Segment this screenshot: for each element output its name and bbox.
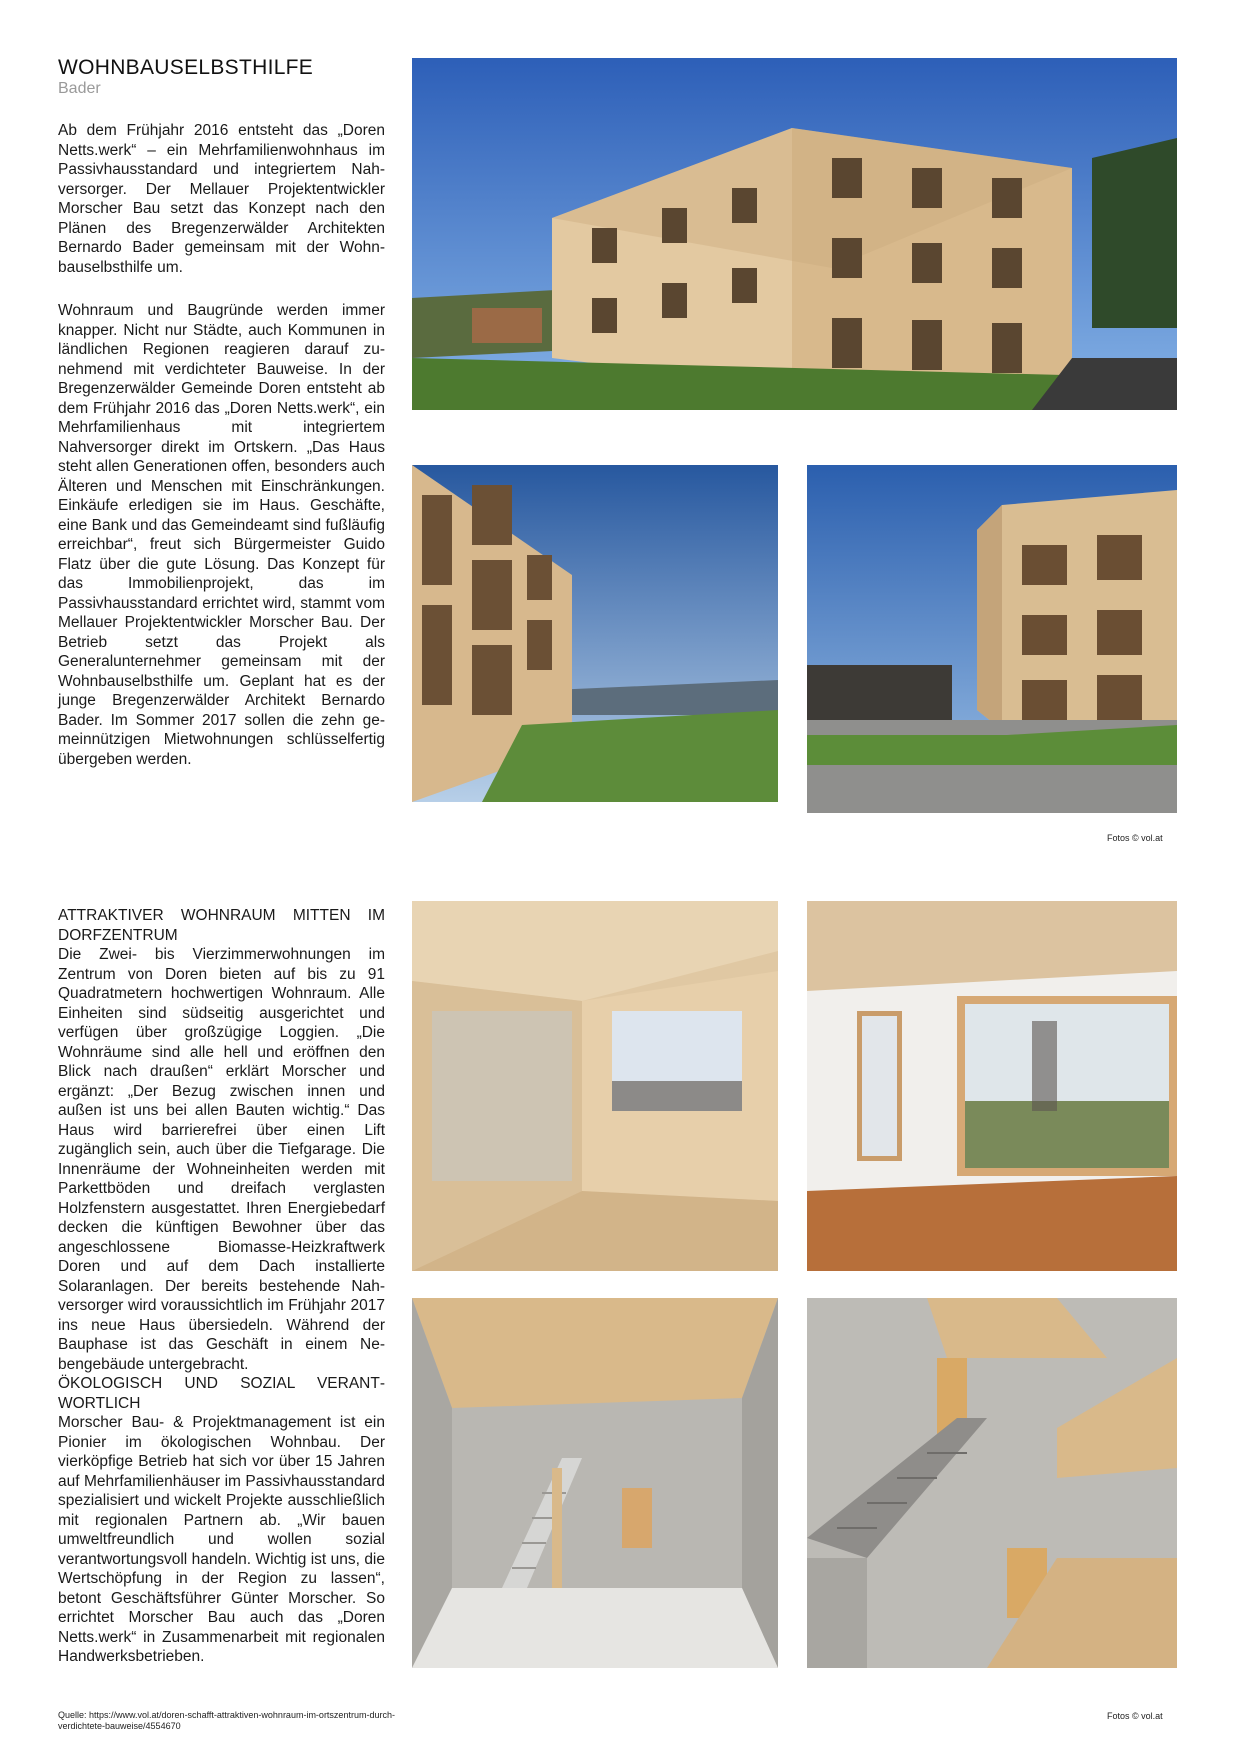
interior-room-illustration — [412, 901, 778, 1271]
page-title: WOHNBAUSELBSTHILFE — [58, 56, 314, 79]
source-citation: Quelle: https://www.vol.at/doren-schafft-attraktiven-wohnraum-im-ortszentrum-durch-verdichtete-bauweise/4554670 — [58, 1710, 395, 1731]
interior-loggia-illustration — [807, 901, 1177, 1271]
photo-stairwell-entrance — [412, 1298, 778, 1668]
section-3-heading: ÖKOLOGISCH UND SOZIAL VERANTWORTLICH — [58, 1375, 385, 1412]
facade-side-illustration — [412, 465, 778, 802]
section-2 — [58, 906, 385, 1667]
photo-exterior-building-main — [412, 58, 1177, 410]
intro-paragraph-1-text: Ab dem Frühjahr 2016 entsteht das „Doren Netts.werk“ – ein Mehrfamilienwohnhaus im Passivhausstandard und integriertem Nahversorger. Der Mellauer Projektentwickler Morscher Bau setzt das Konzept nach den Plänen des Bregenzerwälder Architekten Bernardo Bader gemeinsam mit der Wohnbauselbsthilfe um. — [58, 122, 385, 276]
stairwell-upper-illustration — [807, 1298, 1177, 1668]
intro-paragraph-2 — [58, 301, 385, 769]
photo-stairwell-upper — [807, 1298, 1177, 1668]
corner-view-illustration — [807, 465, 1177, 813]
section-2-paragraph: Die Zwei- bis Vierzimmerwohnungen im Zentrum von Doren bieten auf bis zu 91 Quadratmetern hochwertigen Wohnraum. Alle Einheiten sind südseitig ausgerichtet und verfügen über großzügige Loggien. „Die Wohnräume sind alle hell und eröffnen den Blick nach draußen“ erklärt Morscher und ergänzt: „Der Bezug zwischen innen und außen ist uns bei allen Bauten wichtig.“ Das Haus wird barrierefrei über einen Lift zugänglich sein, auch über die Tiefgarage. Die Innenräume der Wohneinheiten werden mit Parkettböden und dreifach verglasten Holzfenstern ausgestattet. Ihren Energiebedarf decken die künftigen Bewohner über das angeschlossene Biomasse-Heizkraftwerk Doren und auf dem Dach installierte Solaranlagen. Der bereits bestehende Nahversorger wird voraussichtlich im Frühjahr 2017 ins neue Haus übersiedeln. Während der Bauphase ist das Geschäft in einem Nebengebäude untergebracht. — [58, 946, 385, 1373]
building-exterior-illustration — [412, 58, 1177, 410]
intro-paragraph-2-text: Wohnraum und Baugründe werden immer knapper. Nicht nur Städte, auch Kommunen in ländlichen Regionen reagieren darauf zunehmend mit verdichteter Bauweise. In der Bregenzerwälder Gemeinde Doren entsteht ab dem Frühjahr 2016 das „Doren Netts.werk“, ein Mehrfamilienhaus mit integriertem Nahversorger direkt im Ortskern. „Das Haus steht allen Generationen offen, besonders auch Älteren und Menschen mit Einschränkungen. Einkäufe erledigen sie im Haus. Geschäfte, eine Bank und das Gemeindeamt sind fußläufig erreichbar“, freut sich Bürgermeister Guido Flatz über die gute Lösung. Das Konzept für das Immobilienprojekt, das im Passivhausstandard errichtet wird, stammt vom Mellauer Projektentwickler Morscher Bau. Der Betrieb setzt das Projekt als Generalunternehmer gemeinsam mit der Wohnbauselbsthilfe um. Geplant hat es der junge Bregenzerwälder Architekt Bernardo Bader. Im Sommer 2017 sollen die zehn gemeinnützigen Mietwohnungen schlüsselfertig übergeben werden. — [58, 302, 385, 768]
intro-paragraph-1 — [58, 121, 385, 277]
page-subtitle: Bader — [58, 80, 101, 97]
section-3-paragraph: Morscher Bau- & Projektmanagement ist ein Pionier im ökologischen Wohnbau. Der vierköpfige Betrieb hat sich vor über 15 Jahren auf Mehrfamilienhäuser im Passivhausstandard spezialisiert und wickelt Projekte ausschließlich mit regionalen Partnern ab. „Wir bauen umweltfreundlich und wollen sozial verantwortungsvoll handeln. Wichtig ist uns, die Wertschöpfung in der Region zu lassen“, betont Geschäftsführer Günter Morscher. So errichtet Morscher Bau auch das „Doren Netts.werk“ in Zusammenarbeit mit regionalen Handwerksbetrieben. — [58, 1414, 385, 1665]
photo-exterior-facade-side — [412, 465, 778, 802]
photo-exterior-corner-view — [807, 465, 1177, 813]
stairwell-entrance-illustration — [412, 1298, 778, 1668]
photo-interior-room-window — [412, 901, 778, 1271]
photo-interior-loggia-door — [807, 901, 1177, 1271]
section-2-heading: ATTRAKTIVER WOHNRAUM MITTEN IM DORFZENTRUM — [58, 907, 385, 944]
photo-credit-bottom: Fotos © vol.at — [1107, 1711, 1163, 1721]
photo-credit-top: Fotos © vol.at — [1107, 833, 1163, 843]
